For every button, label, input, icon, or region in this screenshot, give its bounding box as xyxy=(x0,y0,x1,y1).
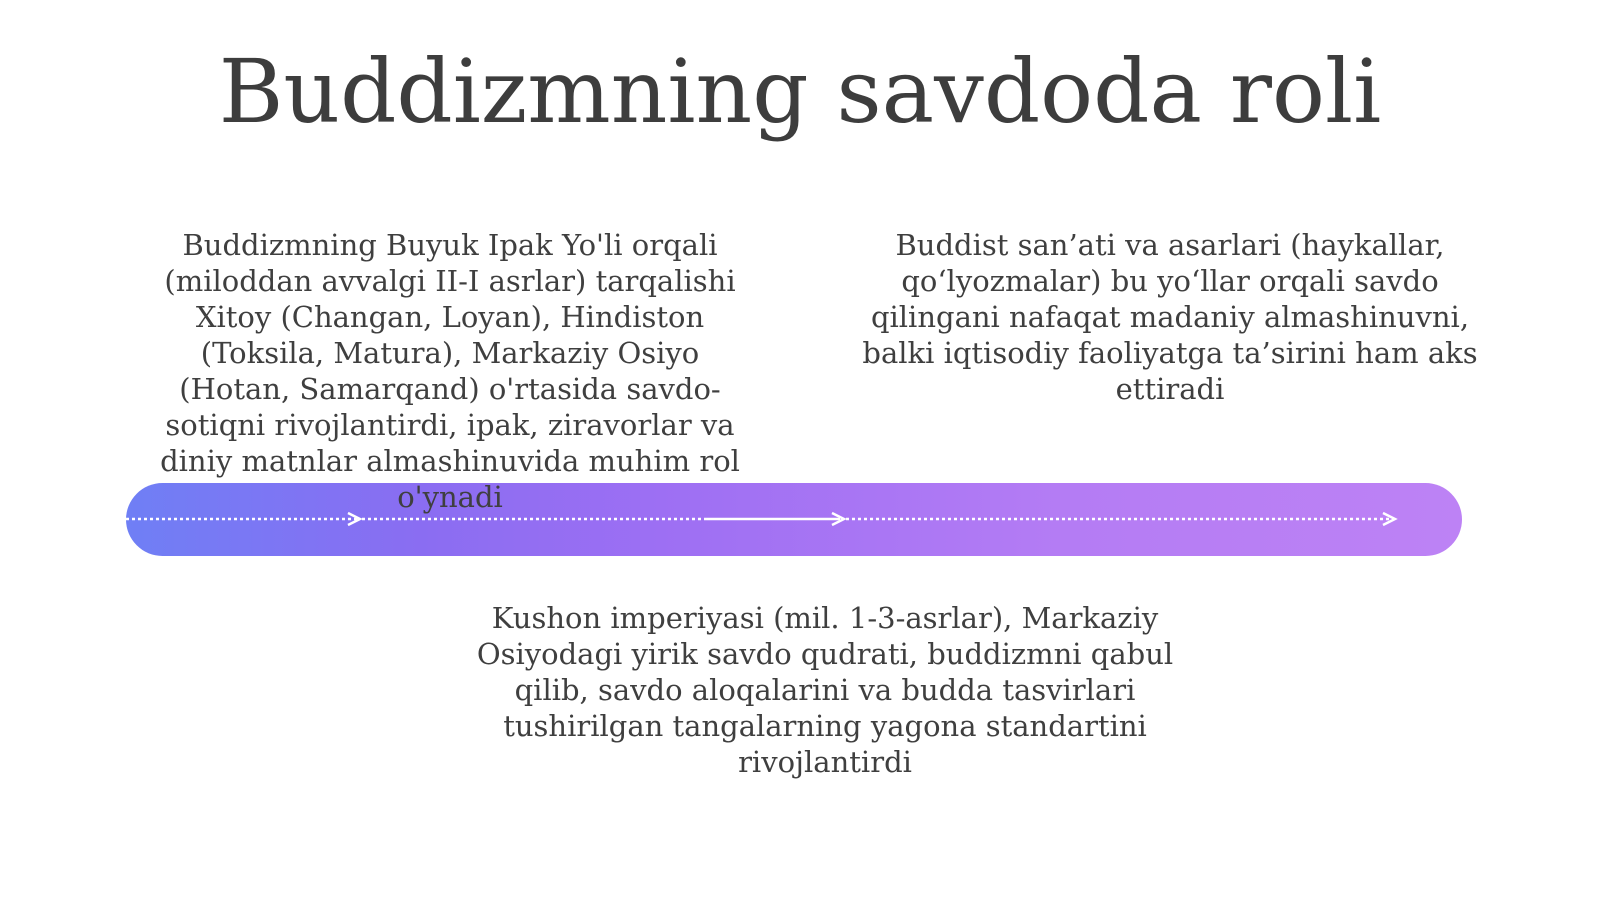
timeline-event-art: Buddist san’ati va asarlari (haykallar, qo‘lyozmalar) bu yo‘llar orqali savdo qilingani nafaqat madaniy almashinuvni, balki iqtisodiy faoliyatga ta’sirini ham aks ettiradi xyxy=(862,228,1478,406)
timeline-event-kushan: Kushon imperiyasi (mil. 1-3-asrlar), Markaziy Osiyodagi yirik savdo qudrati, buddizmni qabul qilib, savdo aloqalarini va budda tasvirlari tushirilgan tangalarning yagona standartini rivojlantirdi xyxy=(476,601,1174,779)
slide-title: Buddizmning savdoda roli xyxy=(218,40,1382,143)
timeline-event-silk-road: Buddizmning Buyuk Ipak Yo'li orqali (miloddan avvalgi II-I asrlar) tarqalishi Xitoy (Changan, Loyan), Hindiston (Toksila, Matura), Markaziy Osiyo (Hotan, Samarqand) o'rtasida savdo-sotiqni rivojlantirdi, ipak, ziravorlar va diniy matnlar almashinuvida muhim rol o'ynadi xyxy=(160,228,740,514)
